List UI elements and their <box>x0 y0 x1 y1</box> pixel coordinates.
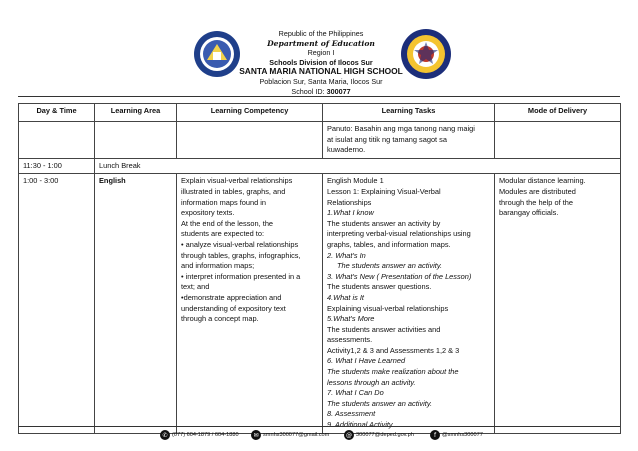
school-seal-icon <box>400 28 452 80</box>
footer-divider <box>18 426 620 427</box>
table-row <box>19 158 621 174</box>
table-row <box>19 174 621 433</box>
letterhead-text <box>236 29 406 96</box>
school-id: School ID: 300077 <box>291 86 351 96</box>
table-header-row <box>19 104 621 122</box>
header-divider <box>18 96 620 97</box>
mode-of-delivery-cell: Modular distance learning. Modules are distributed through the help of the barangay officials. <box>495 174 621 433</box>
column-header: Learning Tasks <box>323 104 495 122</box>
column-header: Mode of Delivery <box>495 104 621 122</box>
division-name: Schools Division of Ilocos Sur <box>269 57 373 67</box>
column-header: Learning Area <box>95 104 177 122</box>
learning-tasks-cell: Panuto: Basahin ang mga tanong nang maigi at isulat ang titik ng tamang sagot sa kuwaderno. <box>323 122 495 159</box>
column-header: Day & Time <box>19 104 95 122</box>
school-name: SANTA MARIA NATIONAL HIGH SCHOOL <box>239 66 403 77</box>
lunch-break-cell: Lunch Break <box>95 158 621 174</box>
country-name: Republic of the Philippines <box>278 29 364 38</box>
contact-footer <box>0 430 638 444</box>
phone-contact: ✆ (077) 604-1879 / 604-1880 <box>160 430 239 440</box>
school-address: Poblacion Sur, Santa Maria, Ilocos Sur <box>259 76 383 86</box>
facebook-contact[interactable]: f @smnhs300077 <box>430 430 483 440</box>
phone-icon: ✆ <box>160 430 170 440</box>
letterhead <box>0 0 638 100</box>
region-name: Region I <box>307 48 335 58</box>
learning-area-cell: English <box>95 174 177 433</box>
column-header: Learning Competency <box>177 104 323 122</box>
deped-email-contact[interactable]: @ 300077@deped.gov.ph <box>346 431 414 439</box>
facebook-icon: f <box>430 430 440 440</box>
email-icon: @ <box>346 431 352 439</box>
deped-seal-icon <box>193 30 241 78</box>
learning-tasks-cell: English Module 1 Lesson 1: Explaining Visual-Verbal Relationships 1.What I know The students answer an activity by interpreting verbal-visual relationships using graphs, tables, and information maps. 2. What's In The students answer an activity. 3. What's New ( Presentation of the Lesson) The students answer questions. 4.What is It Explaining visual-verbal relationships 5.What's More The students answer activities and assessments. Activity1,2 & 3 and Assessments 1,2 & 3 6. What I Have Learned The students make realization about the lessons through an activity. 7. What I Can Do The students answer an activity. 8. Assessment 9. Additional Activity <box>323 174 495 433</box>
gmail-contact[interactable]: ✉ smnhs300077@gmail.com <box>251 430 329 440</box>
time-cell: 11:30 - 1:00 <box>19 158 95 174</box>
weekly-learning-plan-table <box>18 103 621 434</box>
mail-icon: ✉ <box>251 430 261 440</box>
learning-competency-cell: Explain visual-verbal relationships illustrated in tables, graphs, and information maps found in expository texts. At the end of the lesson, the students are expected to: • analyze visual-verbal relationships through tables, graphs, infographics, and information maps; • interpret information presented in a text; and •demonstrate appreciation and understanding of expository text through a concept map. <box>177 174 323 433</box>
department-name: Department of Education <box>267 38 375 48</box>
time-cell: 1:00 - 3:00 <box>19 174 95 433</box>
table-row <box>19 122 621 159</box>
